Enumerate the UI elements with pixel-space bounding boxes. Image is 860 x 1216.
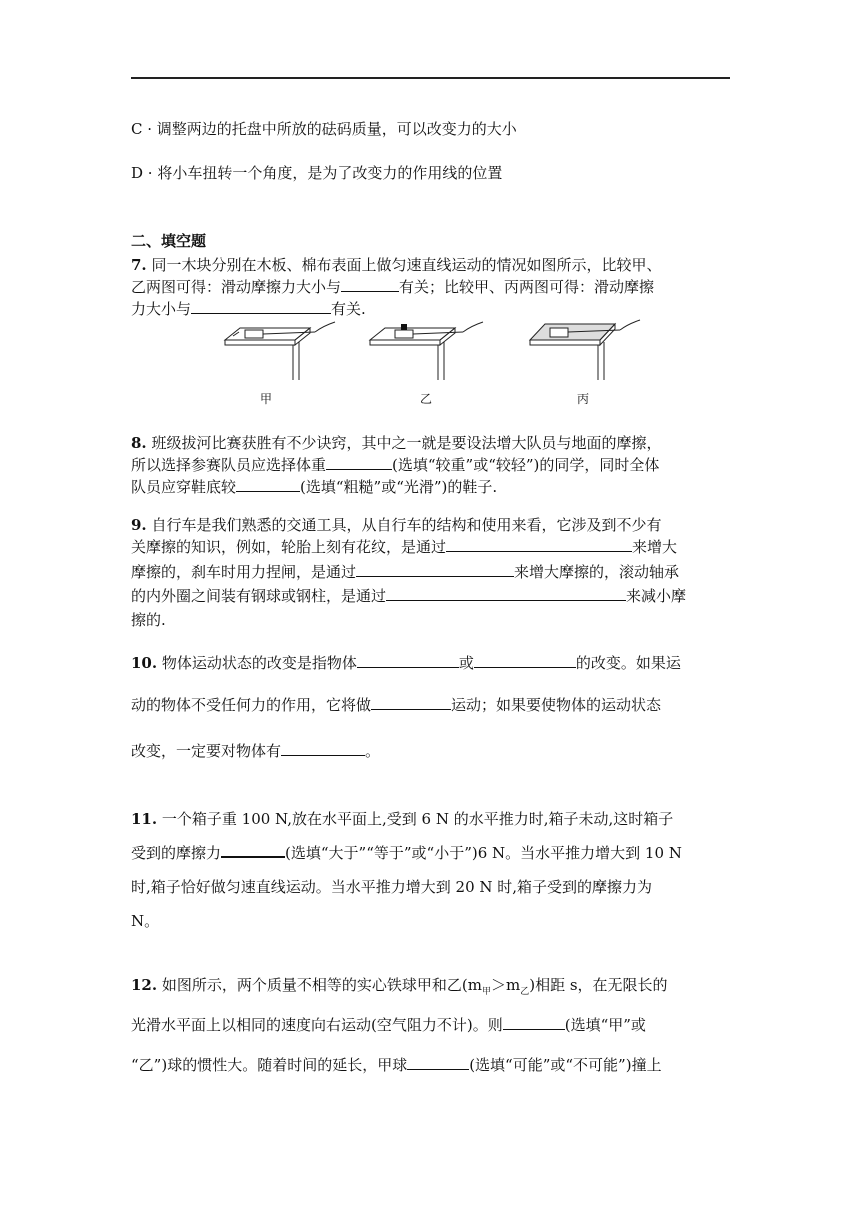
answer-blank[interactable] — [357, 653, 459, 668]
section-title: 二、填空题 — [131, 232, 207, 250]
q11-line3 — [131, 876, 731, 897]
q8-text: 所以选择参赛队员应选择体重 — [131, 456, 327, 474]
q10-line1 — [131, 652, 731, 673]
setup-jia — [225, 322, 335, 380]
q10-text: 改变，一定要对物体有 — [131, 742, 282, 760]
setup-bing — [530, 320, 640, 380]
question-number: 7. — [131, 256, 147, 274]
q8-line1 — [131, 432, 731, 453]
q11-text: 时,箱子恰好做匀速直线运动。当水平推力增大到 20 N 时,箱子受到的摩擦力为 — [131, 878, 653, 896]
q8-line3 — [131, 476, 731, 497]
answer-blank[interactable] — [386, 586, 626, 601]
q11-text: 受到的摩擦力 — [131, 844, 222, 862]
question-number: 12. — [131, 976, 158, 994]
answer-blank[interactable] — [326, 455, 392, 470]
question-number: 11. — [131, 810, 158, 828]
q8-line2 — [131, 454, 731, 475]
answer-blank[interactable] — [407, 1055, 469, 1070]
q10-line2 — [131, 694, 731, 715]
question-number: 10. — [131, 654, 158, 672]
q11-line1 — [131, 808, 731, 829]
q11-text: N。 — [131, 912, 160, 930]
q9-text: 来增大 — [632, 538, 678, 556]
q10-line3 — [131, 740, 731, 761]
q11-line2 — [131, 842, 731, 863]
q8-text: 班级拔河比赛获胜有不少诀窍，其中之一就是要设法增大队员与地面的摩擦， — [151, 434, 662, 452]
answer-blank[interactable] — [371, 695, 451, 710]
q11-text: (选填“大于”“等于”或“小于”)6 N。当水平推力增大到 10 N — [285, 844, 682, 862]
q12-line3 — [131, 1054, 731, 1075]
q9-text: 的内外圈之间装有钢球或钢柱，是通过 — [131, 587, 387, 605]
answer-blank[interactable] — [221, 842, 285, 858]
header-rule — [131, 77, 730, 79]
q9-line1 — [131, 514, 731, 535]
q9-line2 — [131, 536, 731, 557]
answer-blank[interactable] — [191, 299, 331, 314]
question-number: 8. — [131, 434, 147, 452]
q10-text: 的改变。如果运 — [575, 654, 681, 672]
q9-text: 关摩擦的知识，例如，轮胎上刻有花纹，是通过 — [131, 538, 447, 556]
figure-label-bing: 丙 — [577, 392, 590, 406]
q11-text: 一个箱子重 100 N,放在水平面上,受到 6 N 的水平推力时,箱子未动,这时箱子 — [161, 810, 674, 828]
q12-line2 — [131, 1014, 731, 1035]
q7-text: 有关；比较甲、丙两图可得：滑动摩擦 — [399, 278, 655, 296]
q9-line5 — [131, 609, 731, 630]
q7-line2 — [131, 276, 731, 297]
q9-text: 自行车是我们熟悉的交通工具，从自行车的结构和使用来看，它涉及到不少有 — [151, 516, 662, 534]
answer-blank[interactable] — [503, 1015, 565, 1030]
q8-text: (选填“粗糙”或“光滑”)的鞋子. — [300, 478, 498, 496]
q7-line3 — [131, 298, 731, 319]
q12-text: 光滑水平面上以相同的速度向右运动(空气阻力不计)。则 — [131, 1016, 503, 1034]
q7-figure — [215, 318, 645, 408]
q12-text: 如图所示，两个质量不相等的实心铁球甲和乙(m — [161, 976, 482, 994]
answer-blank[interactable] — [446, 537, 632, 552]
q7-text: 同一木块分别在木板、棉布表面上做匀速直线运动的情况如图所示，比较甲、 — [151, 256, 662, 274]
q12-text: )相距 s，在无限长的 — [529, 976, 668, 994]
q9-text: 擦的. — [131, 611, 166, 629]
q10-text: 动的物体不受任何力的作用，它将做 — [131, 696, 372, 714]
q8-text: (选填“较重”或“较轻”)的同学，同时全体 — [392, 456, 660, 474]
q7-text: 有关. — [331, 300, 366, 318]
friction-experiment-diagram — [215, 318, 645, 388]
q9-line4 — [131, 585, 731, 606]
q9-line3 — [131, 561, 731, 582]
q8-text: 队员应穿鞋底较 — [131, 478, 237, 496]
q12-text: “乙”)球的惯性大。随着时间的延长，甲球 — [131, 1056, 408, 1074]
answer-blank[interactable] — [341, 277, 399, 292]
figure-label-jia: 甲 — [260, 392, 273, 406]
option-d: D · 将小车扭转一个角度，是为了改变力的作用线的位置 — [131, 164, 503, 182]
q11-line4 — [131, 910, 731, 931]
setup-yi — [370, 322, 483, 380]
answer-blank[interactable] — [236, 477, 300, 492]
option-c: C · 调整两边的托盘中所放的砝码质量，可以改变力的大小 — [131, 120, 517, 138]
subscript: 乙 — [520, 987, 530, 997]
q10-text: 运动；如果要使物体的运动状态 — [451, 696, 662, 714]
q9-text: 摩擦的，刹车时用力捏闸，是通过 — [131, 563, 357, 581]
q12-text: (选填“甲”或 — [564, 1016, 646, 1034]
q10-text: 或 — [458, 654, 474, 672]
q7-text: 乙两图可得：滑动摩擦力大小与 — [131, 278, 342, 296]
answer-blank[interactable] — [474, 653, 576, 668]
q7-text: 力大小与 — [131, 300, 192, 318]
q9-text: 来增大摩擦的，滚动轴承 — [514, 563, 680, 581]
q10-text: 物体运动状态的改变是指物体 — [161, 654, 357, 672]
q12-text: ＞m — [490, 976, 521, 994]
q7-line1 — [131, 254, 731, 275]
q12-text: (选填“可能”或“不可能”)撞上 — [469, 1056, 662, 1074]
q12-line1 — [131, 974, 731, 997]
figure-label-yi: 乙 — [420, 392, 433, 406]
q10-text: 。 — [365, 742, 381, 760]
subscript: 甲 — [481, 987, 491, 997]
answer-blank[interactable] — [281, 741, 365, 756]
answer-blank[interactable] — [356, 562, 514, 577]
question-number: 9. — [131, 516, 147, 534]
q9-text: 来减小摩 — [626, 587, 687, 605]
